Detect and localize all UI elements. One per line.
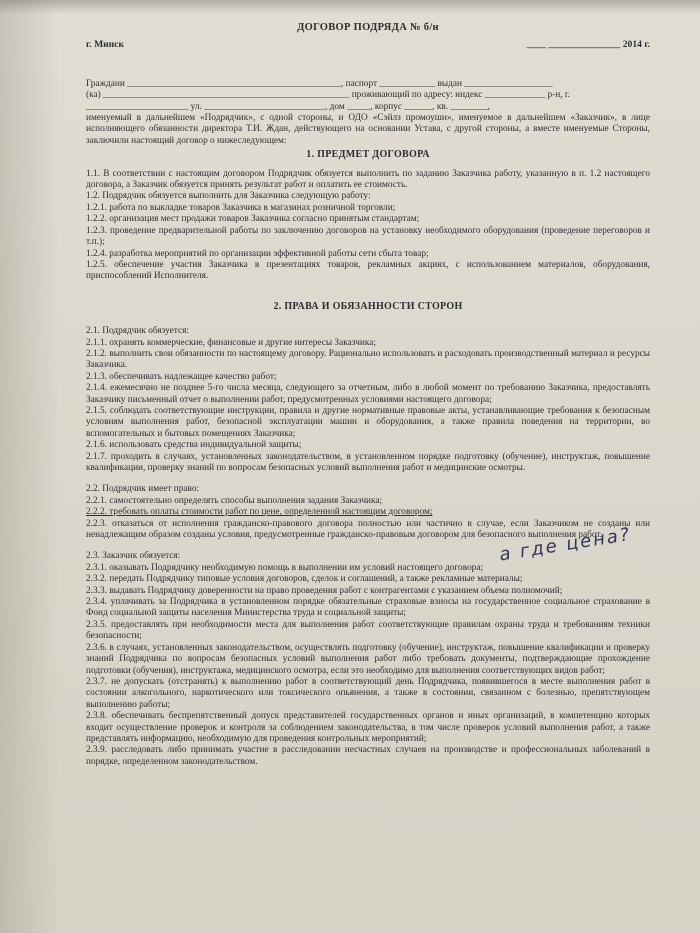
- section-1-items: [86, 169, 650, 283]
- section-2-group-1: [86, 326, 650, 474]
- clause: 2.1.3. обеспечивать надлежащее качество работ;: [86, 371, 277, 382]
- clause: 1.2. Подрядчик обязуется выполнить для Заказчика следующую работу:: [86, 191, 371, 202]
- preamble-line: (ка) _____________________________________________________ проживающий по адресу: индекс _____________ р-н, г.: [86, 90, 570, 101]
- page-shadow: [0, 0, 60, 933]
- section-2-heading: 2. ПРАВА И ОБЯЗАННОСТИ СТОРОН: [273, 300, 463, 312]
- clause: 2.1. Подрядчик обязуется:: [86, 326, 189, 337]
- clause: 2.3.2. передать Подрядчику типовые условия договоров, сделок и соглашений, а также рекламные материалы;: [86, 574, 523, 585]
- handwritten-note: а где цена?: [497, 523, 633, 566]
- clause: 2.1.2. выполнить свои обязанности по настоящему договору. Рационально использовать и расходовать производственный материал и ресурсы Заказчика.: [86, 348, 650, 371]
- section-2-group-2: [86, 484, 650, 541]
- date-line: ____ _______________ 2014 г.: [526, 39, 650, 51]
- preamble-line: ______________________ ул. __________________________, дом _____, корпус ______, кв. ________,: [86, 101, 490, 112]
- page-top-edge: [0, 0, 700, 14]
- clause: 1.2.4. разработка мероприятий по организации эффективной работы сети сбыта товар;: [86, 248, 429, 259]
- clause: 1.1. В соответствии с настоящим договором Подрядчик обязуется выполнить по заданию Заказчика работу, указанную в п. 1.2 настоящего договора, а Заказчик обязуется принять результат работ и оплатить ее стоимость.: [86, 168, 650, 191]
- document-title: ДОГОВОР ПОДРЯДА № б/н: [297, 22, 439, 33]
- clause-price-underlined: 2.2.2. требовать оплаты стоимости работ по цене, определенной настоящим договором;: [86, 507, 433, 518]
- clause: 2.3.3. выдавать Подрядчику доверенности на право проведения работ с контрагентами с указанием объема полномочий;: [86, 585, 563, 596]
- clause: 2.1.5. соблюдать соответствующие инструкции, правила и другие нормативные правовые акты, устанавливающие требования к безопасным условиям выполнения работ, безопасной эксплуатации машин и оборудования, а также правила поведения на территории, во вспомогательных и бытовых помещениях Заказчика;: [86, 405, 650, 439]
- clause: 2.1.7. проходить в случаях, установленных законодательством, в установленном порядке подготовку (обучение), инструктаж, повышение квалификации, проверку знаний по вопросам безопасных условий выполнения работ и медицинские осмотры.: [86, 451, 650, 473]
- clause: 2.1.4. ежемесячно не позднее 5-го числа месяца, следующего за отчетным, либо в любой момент по требованию Заказчика, предоставлять Заказчику письменный отчет о выполнении работ, предусмотренных условиями настоящего договора;: [86, 383, 650, 405]
- clause: 2.3.9. расследовать либо принимать участие в расследовании несчастных случаев на производстве и профессиональных заболеваний в порядке, определенном законодательством.: [86, 745, 650, 767]
- preamble-parties: именуемый в дальнейшем «Подрядчик», с одной стороны, и ОДО «Сэйлз промоушн», именуемое в дальнейшем «Заказчик», в лице исполняющего обязанности директора Т.И. Ждан, действующего на основании Устава, с другой стороны, а вместе именуемые Стороны, заключили настоящий договор о нижеследующем:: [86, 113, 650, 146]
- clause: 2.3.6. в случаях, установленных законодательством, осуществлять подготовку (обучение), инструктаж, повышение квалификации и проверку знаний Подрядчика по вопросам безопасных условий выполнения работ либо требовать документы, подтверждающие прохождение подготовки (обучения), инструктажа, медицинского осмотра, если это необходимо для выполнения соответствующих видов работ;: [86, 642, 650, 676]
- clause: 2.3.5. предоставлять при необходимости места для выполнения работ соответствующие правилам охраны труда и требованиям техники безопасности;: [86, 619, 650, 642]
- contract-body: [86, 22, 650, 768]
- clause: 1.2.1. работа по выкладке товаров Заказчика в магазинах розничной торговли;: [86, 202, 396, 213]
- section-2-group-3: [86, 551, 650, 768]
- preamble: [86, 79, 650, 113]
- clause: 2.3.4. уплачивать за Подрядчика в установленном порядке обязательные страховые взносы на государственное социальное страхование в Фонд социальной защиты населения Министерства труда и социальной защиты;: [86, 597, 650, 619]
- clause: 2.2.3. отказаться от исполнения гражданско-правового договора полностью или частично в случае, если Заказчиком не созданы или ненадлежащим образом созданы условия, предусмотренные гражданско-правовым договором для безопасного выполнения работ.: [86, 518, 650, 541]
- clause: 1.2.5. обеспечение участия Заказчика в презентациях товаров, рекламных акциях, с использованием материалов, оборудования, приспособлений Исполнителя.: [86, 259, 650, 282]
- clause: 2.3.7. не допускать (отстранять) к выполнению работ в соответствующий день Подрядчика, появившегося в месте выполнения работ в состоянии алкогольного, наркотического или токсического опьянения, а также в состоянии, связанном с болезнью, препятствующем выполнению работы;: [86, 676, 650, 710]
- clause: 2.3. Заказчик обязуется:: [86, 551, 181, 562]
- section-1-heading: 1. ПРЕДМЕТ ДОГОВОРА: [306, 149, 430, 161]
- clause: 2.3.8. обеспечивать беспрепятственный допуск представителей государственных органов и иных организаций, в компетенцию которых входит осуществление проверок и контроля за соблюдением законодательства, в том числе проверок условий выполнения работ, а также представлять информацию, необходимую для проведения контрольных мероприятий;: [86, 711, 650, 744]
- clause: 2.3.1. оказывать Подрядчику необходимую помощь в выполнении им условий настоящего договора;: [86, 562, 484, 573]
- clause: 1.2.3. проведение предварительной работы по заключению договоров на установку необходимого оборудования (проведение переговоров и т.п.);: [86, 225, 650, 248]
- clause: 1.2.2. организация мест продажи товаров Заказчика согласно принятым стандартам;: [86, 214, 420, 225]
- header-row: [86, 39, 650, 50]
- clause: 2.2. Подрядчик имеет право:: [86, 484, 200, 495]
- clause: 2.1.1. охранять коммерческие, финансовые и другие интересы Заказчика;: [86, 337, 376, 348]
- preamble-line: Граждани ______________________________________________, паспорт ____________ выдан ___________________: [86, 78, 553, 89]
- city-label: г. Минск: [86, 39, 124, 51]
- clause: 2.1.6. использовать средства индивидуальной защиты;: [86, 440, 302, 451]
- clause: 2.2.1. самостоятельно определять способы выполнения задания Заказчика;: [86, 495, 383, 506]
